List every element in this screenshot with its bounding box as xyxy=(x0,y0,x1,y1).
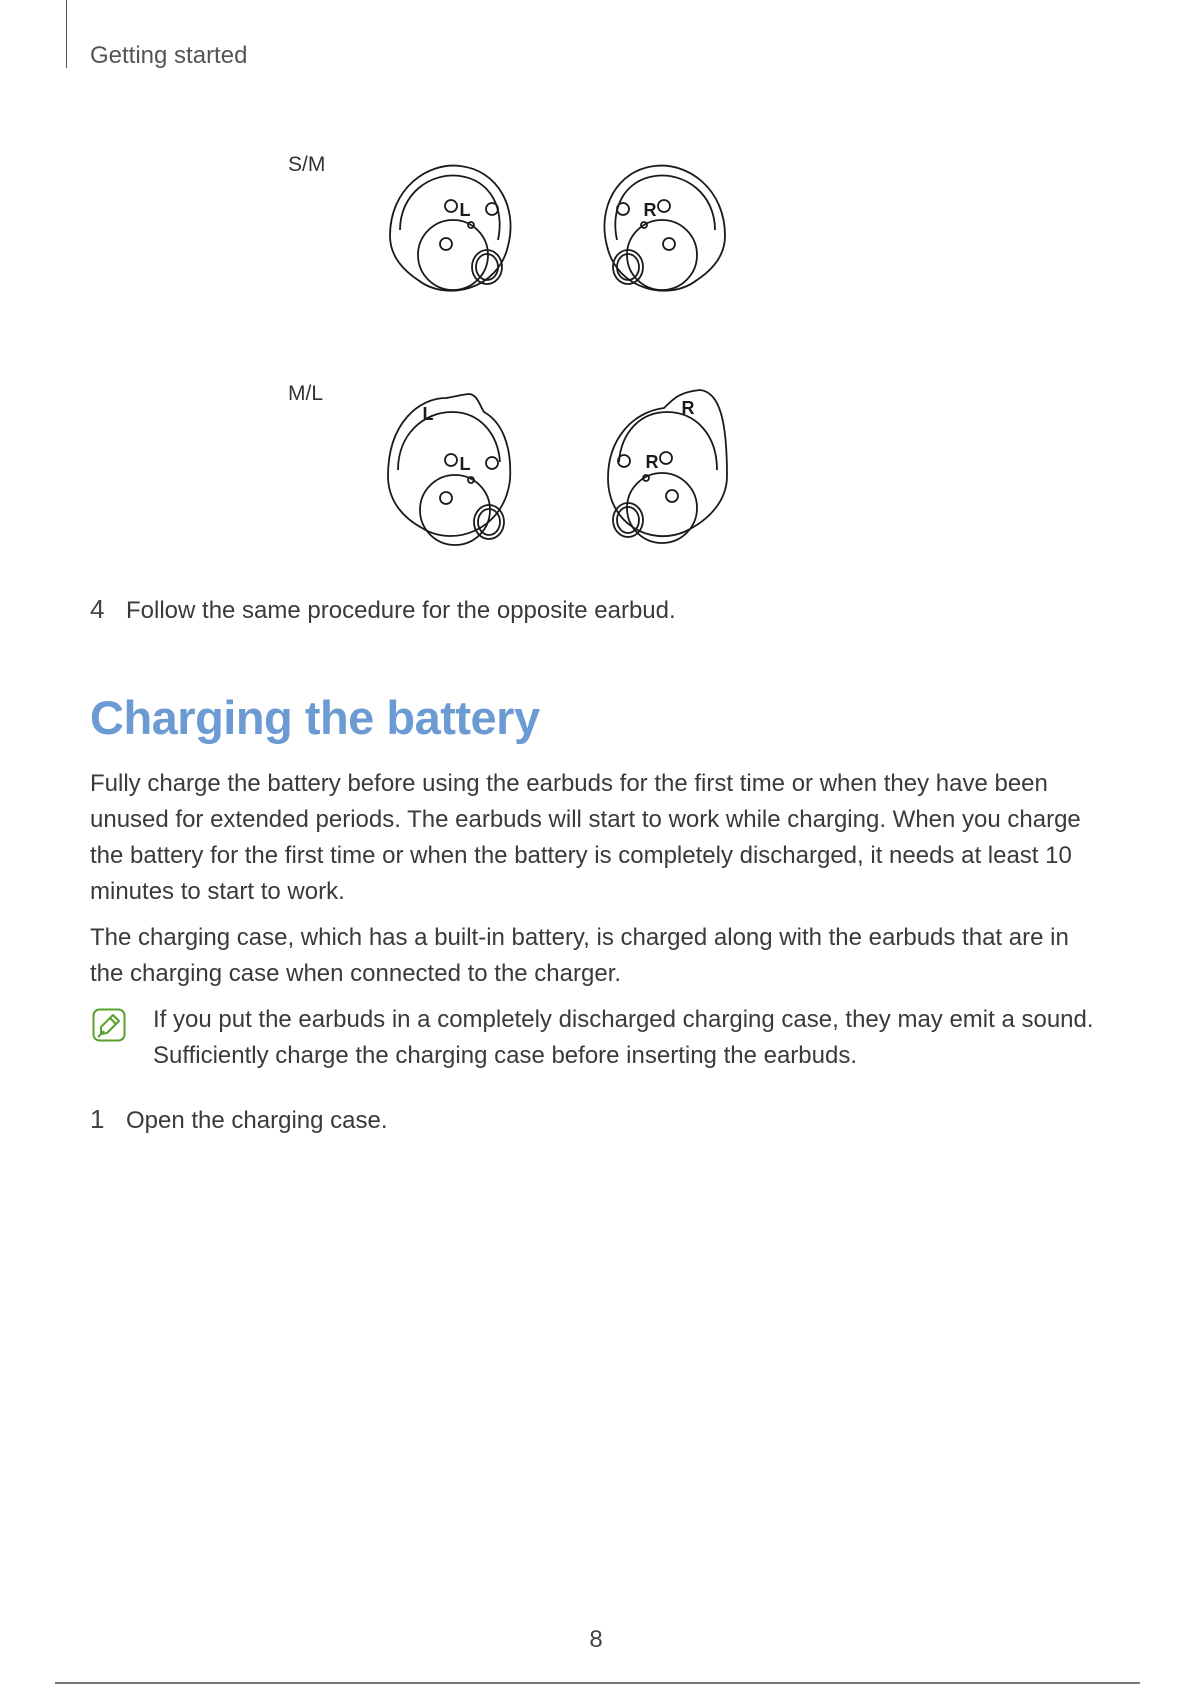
footer-rule xyxy=(55,1682,1140,1684)
earbud-left-sm xyxy=(390,166,511,291)
note-text: If you put the earbuds in a completely discharged charging case, they may emit a sound. Sufficiently charge the charging case before inserting the earbuds. xyxy=(153,1006,1094,1069)
size-label-ml: M/L xyxy=(288,382,324,405)
paragraph-2: The charging case, which has a built-in battery, is charged along with the earbuds that are in the charging case when connected to the charger. xyxy=(90,924,1069,987)
step-4 xyxy=(90,594,676,625)
left-mark-sm: L xyxy=(459,200,471,220)
page-number: 8 xyxy=(589,1626,603,1653)
step-text: Follow the same procedure for the opposite earbud. xyxy=(126,597,676,624)
right-mark-ml: R xyxy=(645,452,659,472)
step-text: Open the charging case. xyxy=(126,1107,388,1134)
earbud-right-sm xyxy=(604,166,725,291)
step-number: 4 xyxy=(90,594,105,624)
right-wing-mark-ml: R xyxy=(681,398,695,418)
header-rule xyxy=(66,0,67,68)
note-icon xyxy=(92,1008,126,1042)
left-mark-ml: L xyxy=(459,454,471,474)
step-number: 1 xyxy=(90,1104,105,1134)
running-header: Getting started xyxy=(90,42,248,69)
step-1 xyxy=(90,1104,388,1135)
left-wing-mark-ml: L xyxy=(422,404,434,424)
earbud-size-illustration xyxy=(380,150,800,570)
earbud-left-ml xyxy=(388,394,510,545)
right-mark-sm: R xyxy=(643,200,657,220)
size-label-sm: S/M xyxy=(288,153,326,176)
paragraph-1: Fully charge the battery before using the earbuds for the first time or when they have been unused for extended periods. The earbuds will start to work while charging. When you charge the battery for the first time or when the battery is completely discharged, it needs at least 10 minutes to start to work. xyxy=(90,770,1081,905)
earbud-right-ml xyxy=(608,390,727,543)
section-title: Charging the battery xyxy=(90,691,540,744)
